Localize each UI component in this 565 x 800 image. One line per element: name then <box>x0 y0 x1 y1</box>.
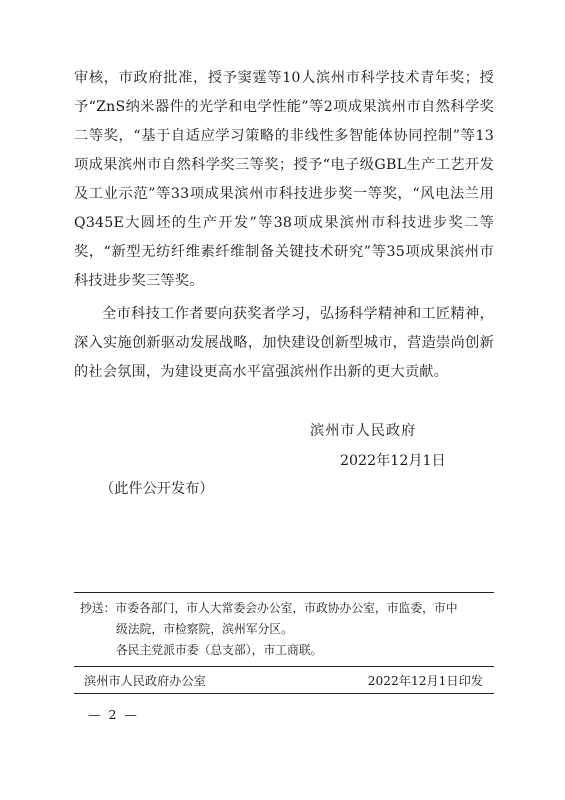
cc-line-1: 抄送：市委各部门，市人大常委会办公室，市政协办公室，市监委，市中 <box>80 601 458 615</box>
issuing-office: 滨州市人民政府办公室 <box>84 674 206 688</box>
cc-line-3: 各民主党派市委（总支部），市工商联。 <box>116 643 323 657</box>
cc-line-2: 级法院，市检察院，滨州军分区。 <box>116 622 293 636</box>
divider-middle <box>74 666 494 667</box>
page-number: — 2 — <box>88 707 139 722</box>
issue-date: 2022年12月1日印发 <box>367 674 483 688</box>
divider-bottom <box>74 693 494 694</box>
signature-organization: 滨州市人民政府 <box>310 423 417 439</box>
divider-top <box>74 592 494 593</box>
body-paragraph-call-to-action: 全市科技工作者要向获奖者学习，弘扬科学精神和工匠精神，深入实施创新驱动发展战略，加快建设创新型城市，营造崇尚创新的社会氛围，为建设更高水平富强滨州作出新的更大贡献。 <box>74 306 494 380</box>
cc-list <box>80 598 490 661</box>
signature-date: 2022年12月1日 <box>340 453 446 469</box>
publication-note: （此件公开发布） <box>100 481 214 497</box>
body-paragraph-award-list: 审核，市政府批准，授予窦霆等10人滨州市科学技术青年奖；授予“ZnS纳米器件的光学和电学性能”等2项成果滨州市自然科学奖二等奖，“基于自适应学习策略的非线性多智能体协同控制”等13项成果滨州市自然科学奖三等奖；授予“电子级GBL生产工艺开发及工业示范”等33项成果滨州市科技进步奖一等奖，“风电法兰用Q345E大圆坯的生产开发”等38项成果滨州市科技进步奖二等奖，“新型无纺纤维素纤维制备关键技术研究”等35项成果滨州市科技进步奖三等奖。 <box>74 70 494 289</box>
